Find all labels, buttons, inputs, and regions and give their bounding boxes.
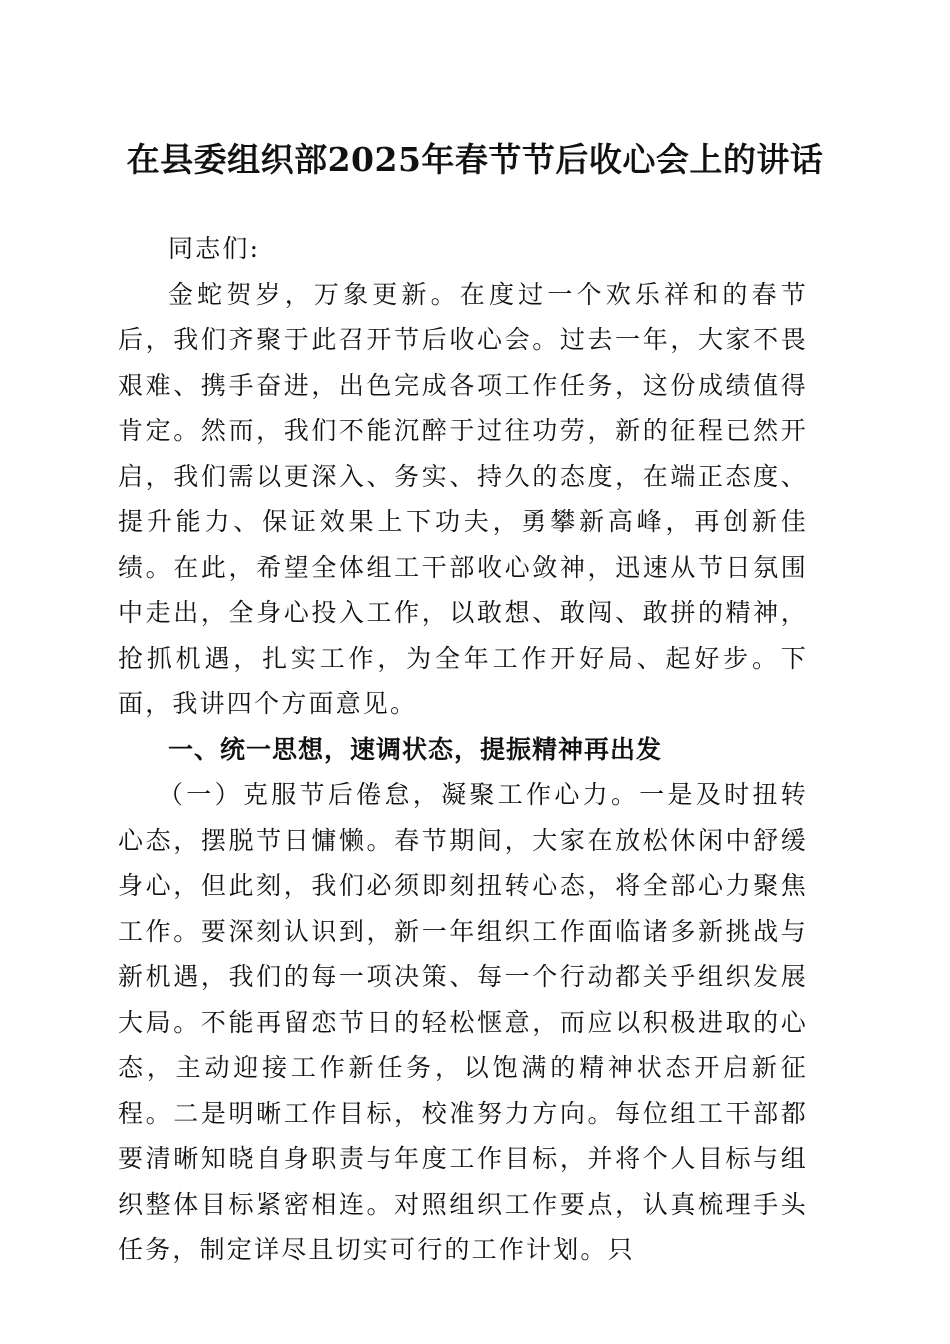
salutation: 同志们: [168, 234, 261, 263]
document-title: 在县委组织部2025年春节节后收心会上的讲话 [126, 140, 824, 179]
document-body [118, 226, 808, 1273]
subsection-paragraph-1: （一）克服节后倦怠，凝聚工作心力。一是及时扭转心态，摆脱节日慵懒。春节期间，大家在放松休闲中舒缓身心，但此刻，我们必须即刻扭转心态，将全部心力聚焦工作。要深刻认识到，新一年组织工作面临诸多新挑战与新机遇，我们的每一项决策、每一个行动都关乎组织发展大局。不能再留恋节日的轻松惬意，而应以积极进取的心态，主动迎接工作新任务，以饱满的精神状态开启新征程。二是明晰工作目标，校准努力方向。每位组工干部都要清晰知晓自身职责与年度工作目标，并将个人目标与组织整体目标紧密相连。对照组织工作要点，认真梳理手头任务，制定详尽且切实可行的工作计划。只 [118, 780, 808, 1264]
section-heading-1: 一、统一思想，速调状态，提振精神再出发 [168, 734, 663, 764]
intro-paragraph: 金蛇贺岁，万象更新。在度过一个欢乐祥和的春节后，我们齐聚于此召开节后收心会。过去一年，大家不畏艰难、携手奋进，出色完成各项工作任务，这份成绩值得肯定。然而，我们不能沉醉于过往功劳，新的征程已然开启，我们需以更深入、务实、持久的态度，在端正态度、提升能力、保证效果上下功夫，勇攀新高峰，再创新佳绩。在此，希望全体组工干部收心敛神，迅速从节日氛围中走出，全身心投入工作，以敢想、敢闯、敢拼的精神，抢抓机遇，扎实工作，为全年工作开好局、起好步。下面，我讲四个方面意见。 [118, 279, 808, 718]
